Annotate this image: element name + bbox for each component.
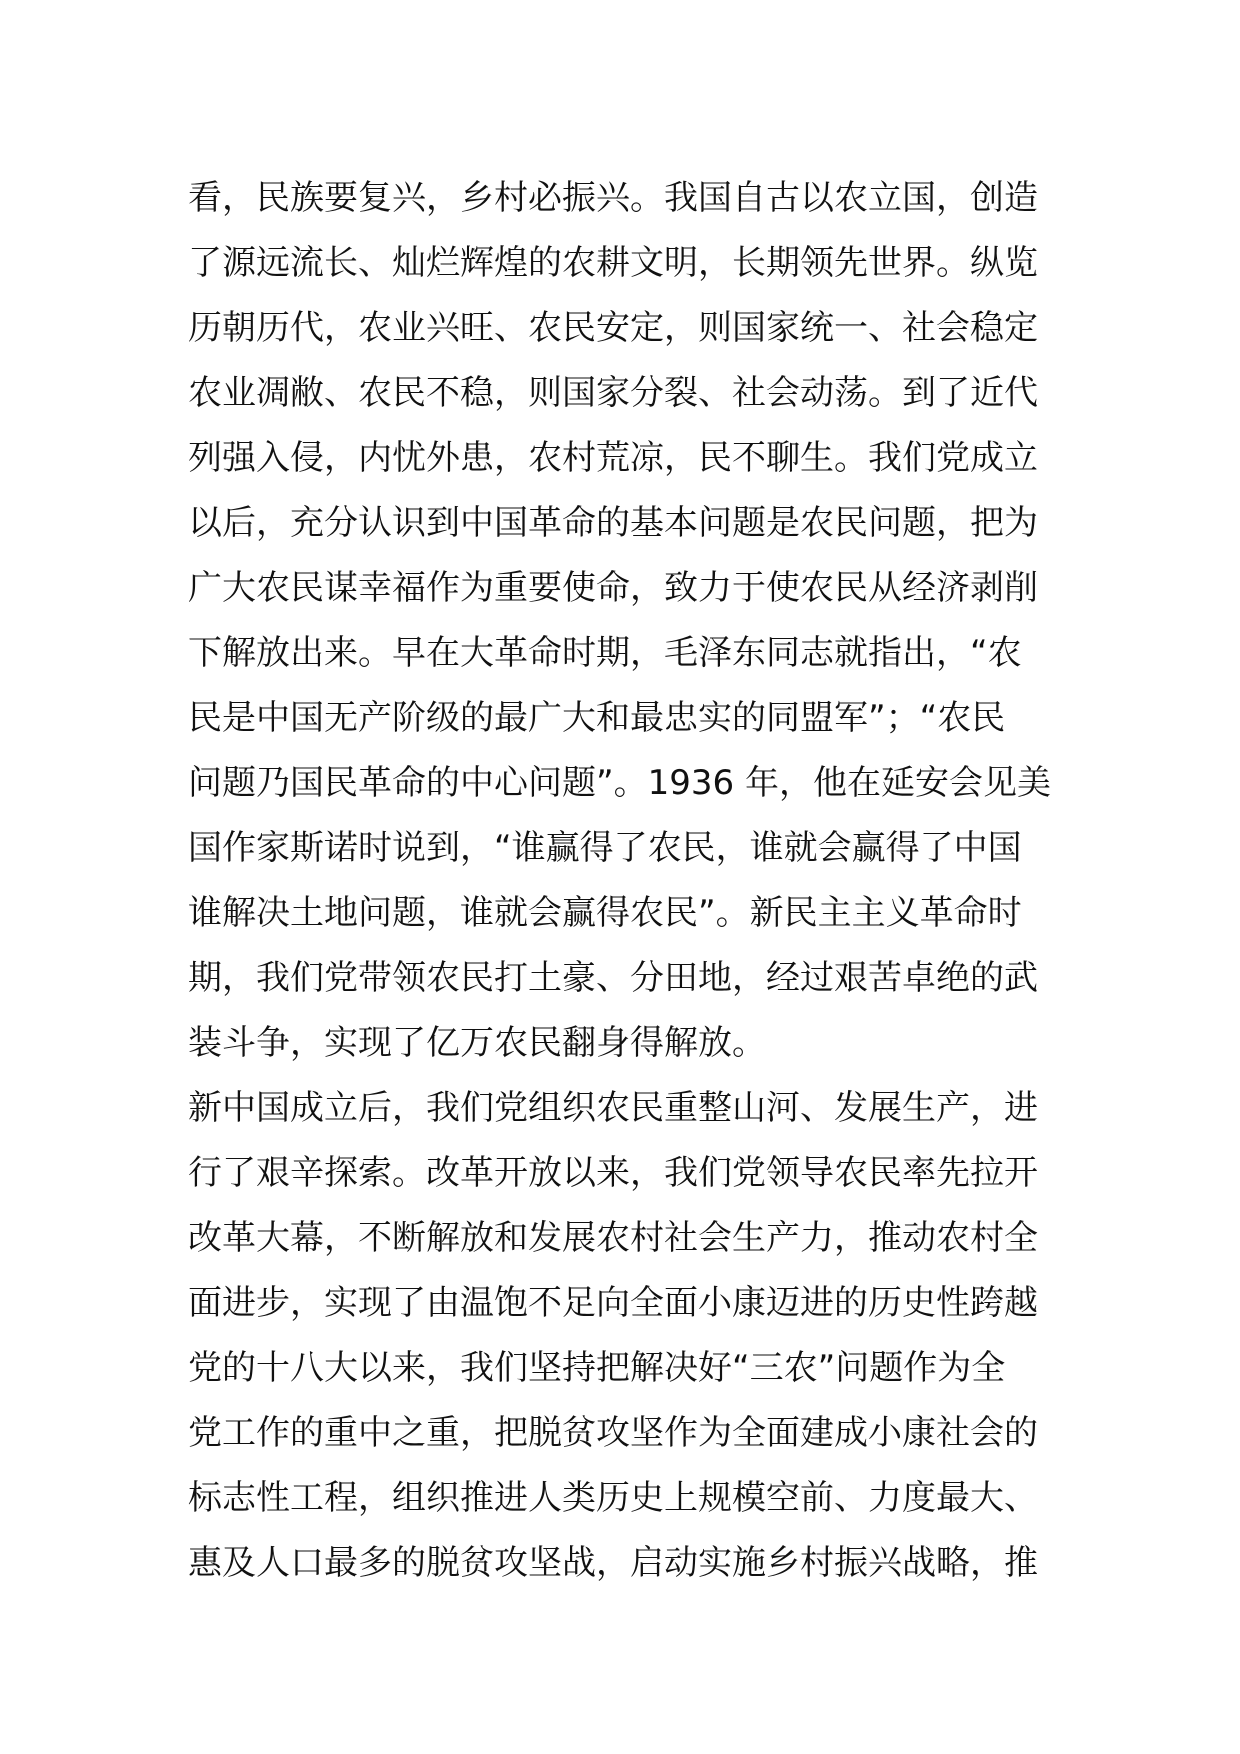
text-line: 了源远流长、灿烂辉煌的农耕文明，长期领先世界。纵览 [188,243,1038,283]
text-line: 装斗争，实现了亿万农民翻身得解放。 [188,1023,766,1063]
text-line: 谁解决土地问题，谁就会赢得农民”。新民主主义革命时 [188,893,1022,933]
body-text [188,166,1068,1596]
text-line: 下解放出来。早在大革命时期，毛泽东同志就指出，“农 [188,633,1022,673]
text-line: 惠及人口最多的脱贫攻坚战，启动实施乡村振兴战略，推 [188,1543,1038,1583]
text-line: 问题乃国民革命的中心问题”。1936 年，他在延安会见美 [188,763,1051,803]
text-line: 改革大幕，不断解放和发展农村社会生产力，推动农村全 [188,1218,1038,1258]
text-line: 行了艰辛探索。改革开放以来，我们党领导农民率先拉开 [188,1153,1038,1193]
text-line: 新中国成立后，我们党组织农民重整山河、发展生产，进 [188,1088,1038,1128]
text-line: 民是中国无产阶级的最广大和最忠实的同盟军”；“农民 [188,698,1006,738]
text-line: 列强入侵，内忧外患，农村荒凉，民不聊生。我们党成立 [188,438,1038,478]
text-line: 面进步，实现了由温饱不足向全面小康迈进的历史性跨越 [188,1283,1038,1323]
text-line: 党的十八大以来，我们坚持把解决好“三农”问题作为全 [188,1348,1006,1388]
text-line: 党工作的重中之重，把脱贫攻坚作为全面建成小康社会的 [188,1413,1038,1453]
text-line: 标志性工程，组织推进人类历史上规模空前、力度最大、 [188,1478,1038,1518]
text-line: 以后，充分认识到中国革命的基本问题是农民问题，把为 [188,503,1038,543]
text-line: 历朝历代，农业兴旺、农民安定，则国家统一、社会稳定 [188,308,1038,348]
text-line: 广大农民谋幸福作为重要使命，致力于使农民从经济剥削 [188,568,1038,608]
text-line: 农业凋敝、农民不稳，则国家分裂、社会动荡。到了近代 [188,373,1038,413]
text-line: 看，民族要复兴，乡村必振兴。我国自古以农立国，创造 [188,178,1038,218]
text-line: 期，我们党带领农民打土豪、分田地，经过艰苦卓绝的武 [188,958,1038,998]
text-line: 国作家斯诺时说到，“谁赢得了农民，谁就会赢得了中国 [188,828,1022,868]
